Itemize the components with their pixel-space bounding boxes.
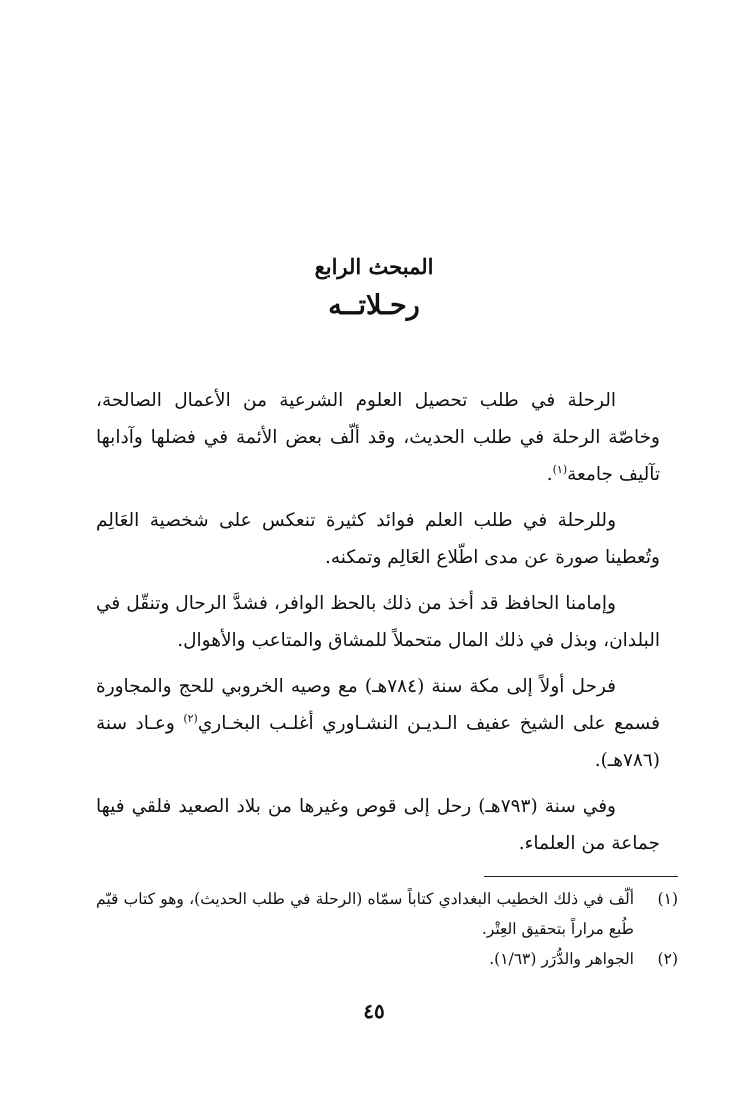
paragraph-5	[96, 788, 660, 862]
footnote-text: الجواهر والدُّرَر (١/٦٣).	[489, 950, 634, 968]
paragraph-text: وللرحلة في طلب العلم فوائد كثيرة تنعكس على شخصية العَالِم وتُعطينا صورة عن مدى اطّلاع العَالِم وتمكنه.	[96, 510, 660, 568]
paragraph-3	[96, 585, 660, 659]
footnote-number: (١)	[657, 890, 678, 908]
paragraph-tail: وعـاد سنة (٧٨٦هـ).	[96, 713, 660, 771]
paragraph-text: وفي سنة (٧٩٣هـ) رحل إلى قوص وغيرها من بلاد الصعيد فلقي فيها جماعة من العلماء.	[96, 796, 660, 854]
section-title: رحـلاتــه	[328, 290, 420, 321]
footnote-2	[96, 944, 678, 974]
section-label: المبحث الرابع	[314, 254, 434, 279]
footnote-ref-1: (١)	[552, 462, 568, 476]
page-number: ٤٥	[363, 999, 385, 1023]
paragraph-text: وإمامنا الحافظ قد أخذ من ذلك بالحظ الوافر، فشدَّ الرحال وتنقّل في البلدان، وبذل في ذلك المال متحملاً للمشاق والمتاعب والأهوال.	[96, 593, 660, 651]
footnote-number: (٢)	[657, 950, 678, 968]
paragraph-text: الرحلة في طلب تحصيل العلوم الشرعية من الأعمال الصالحة، وخاصّة الرحلة في طلب الحديث، وقد ألّف بعض الأئمة في فضلها وآدابها تآليف جامعة	[96, 390, 660, 485]
footnote-ref-2: (٢)	[183, 711, 198, 725]
footnotes	[96, 884, 678, 974]
paragraph-text: فرحل أولاً إلى مكة سنة (٧٨٤هـ) مع وصيه الخروبي للحج والمجاورة فسمع على الشيخ عفيف الـديـن النشـاوري أغلـب البخـاري	[96, 676, 660, 734]
footnote-text: ألّف في ذلك الخطيب البغدادي كتاباً سمّاه (الرحلة في طلب الحديث)، وهو كتاب قيّم طُبع مراراً بتحقيق العِتْر.	[96, 890, 634, 938]
body-text	[96, 382, 660, 862]
footnote-1	[96, 884, 678, 944]
paragraph-tail: .	[546, 464, 553, 485]
paragraph-1	[96, 382, 660, 493]
footnote-separator	[484, 876, 678, 877]
paragraph-2	[96, 502, 660, 576]
paragraph-4	[96, 668, 660, 779]
